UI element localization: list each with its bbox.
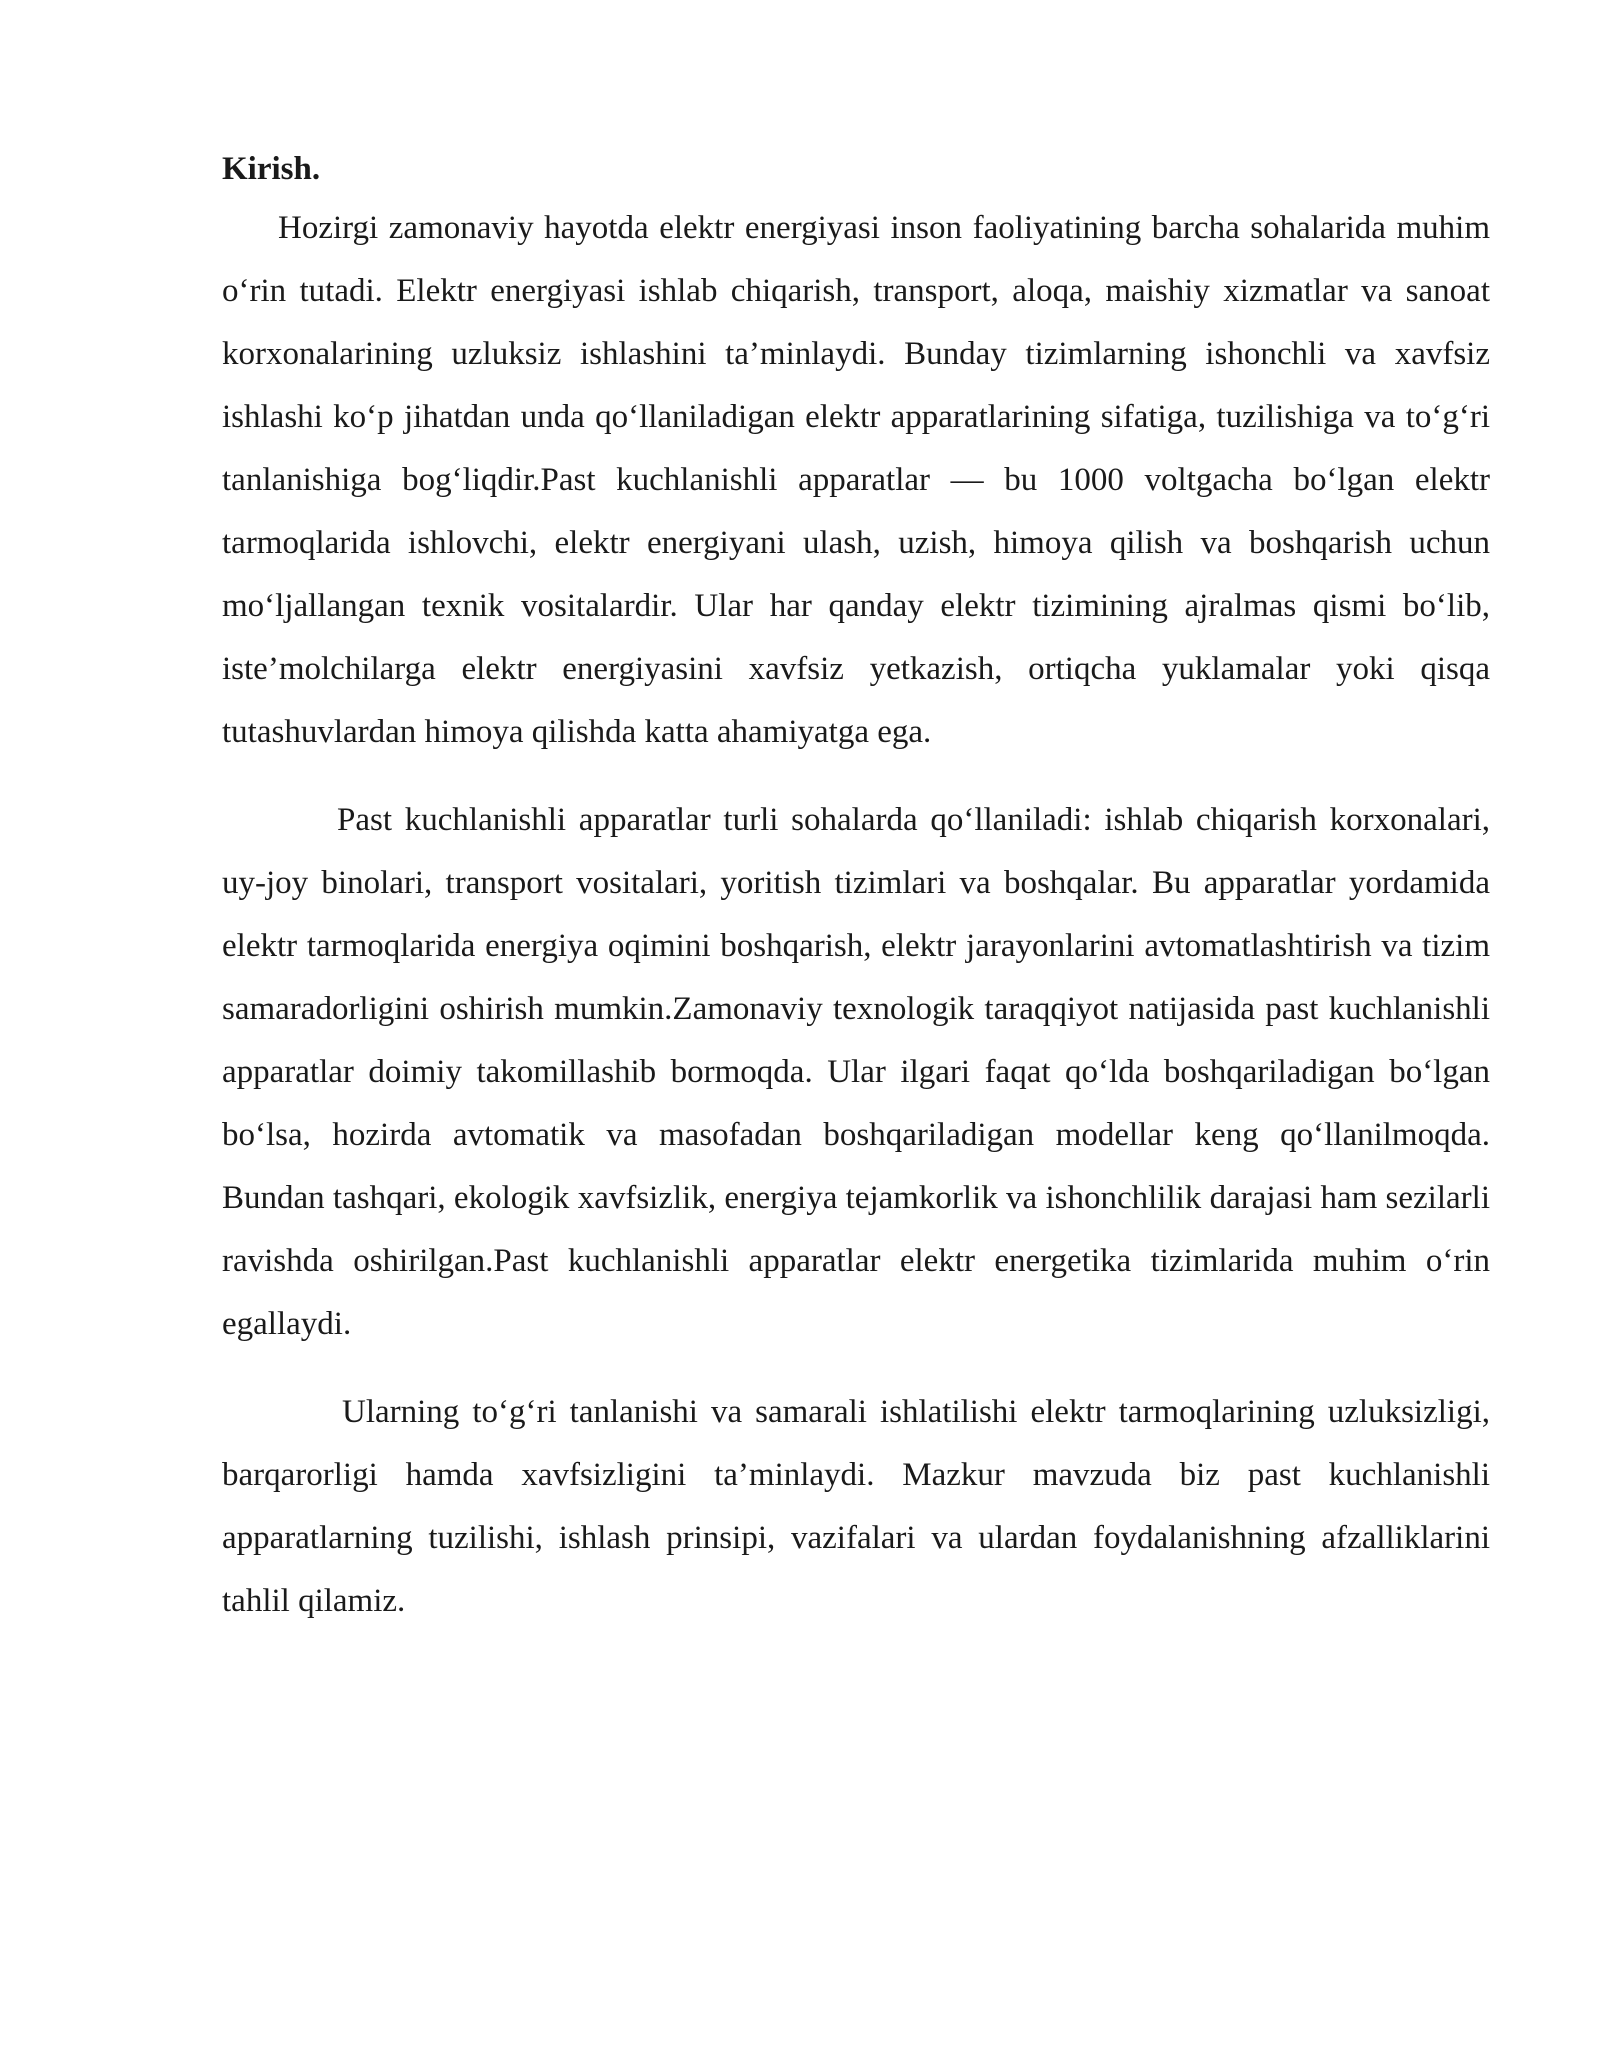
paragraph-3: Ularning to‘g‘ri tanlanishi va samarali ishlatilishi elektr tarmoqlarining uzluksizligi, barqarorligi hamda xavfsizligini ta’minlaydi. Mazkur mavzuda biz past kuchlanishli apparatlarning tuzilishi, ishlash prinsipi, vazifalari va ulardan foydalanishning afzalliklarini tahlil qilamiz. — [222, 1394, 1490, 1619]
paragraph-1: Hozirgi zamonaviy hayotda elektr energiyasi inson faoliyatining barcha sohalarida muhim o‘rin tutadi. Elektr energiyasi ishlab chiqarish, transport, aloqa, maishiy xizmatlar va sanoat korxonalarining uzluksiz ishlashini ta’minlaydi. Bunday tizimlarning ishonchli va xavfsiz ishlashi ko‘p jihatdan unda qo‘llaniladigan elektr apparatlarining sifatiga, tuzilishiga va to‘g‘ri tanlanishiga bog‘liqdir.Past kuchlanishli apparatlar — bu 1000 voltgacha bo‘lgan elektr tarmoqlarida ishlovchi, elektr energiyani ulash, uzish, himoya qilish va boshqarish uchun mo‘ljallangan texnik vositalardir. Ular har qanday elektr tizimining ajralmas qismi bo‘lib, iste’molchilarga elektr energiyasini xavfsiz yetkazish, ortiqcha yuklamalar yoki qisqa tutashuvlardan himoya qilishda katta ahamiyatga ega. — [222, 210, 1490, 750]
document-body — [222, 142, 1490, 1633]
paragraph-2: Past kuchlanishli apparatlar turli sohalarda qo‘llaniladi: ishlab chiqarish korxonalari, uy-joy binolari, transport vositalari, yoritish tizimlari va boshqalar. Bu apparatlar yordamida elektr tarmoqlarida energiya oqimini boshqarish, elektr jarayonlarini avtomatlashtirish va tizim samaradorligini oshirish mumkin.Zamonaviy texnologik taraqqiyot natijasida past kuchlanishli apparatlar doimiy takomillashib bormoqda. Ular ilgari faqat qo‘lda boshqariladigan bo‘lgan bo‘lsa, hozirda avtomatik va masofadan boshqariladigan modellar keng qo‘llanilmoqda. Bundan tashqari, ekologik xavfsizlik, energiya tejamkorlik va ishonchlilik darajasi ham sezilarli ravishda oshirilgan.Past kuchlanishli apparatlar elektr energetika tizimlarida muhim o‘rin egallaydi. — [222, 802, 1490, 1342]
section-heading: Kirish. — [222, 151, 321, 187]
